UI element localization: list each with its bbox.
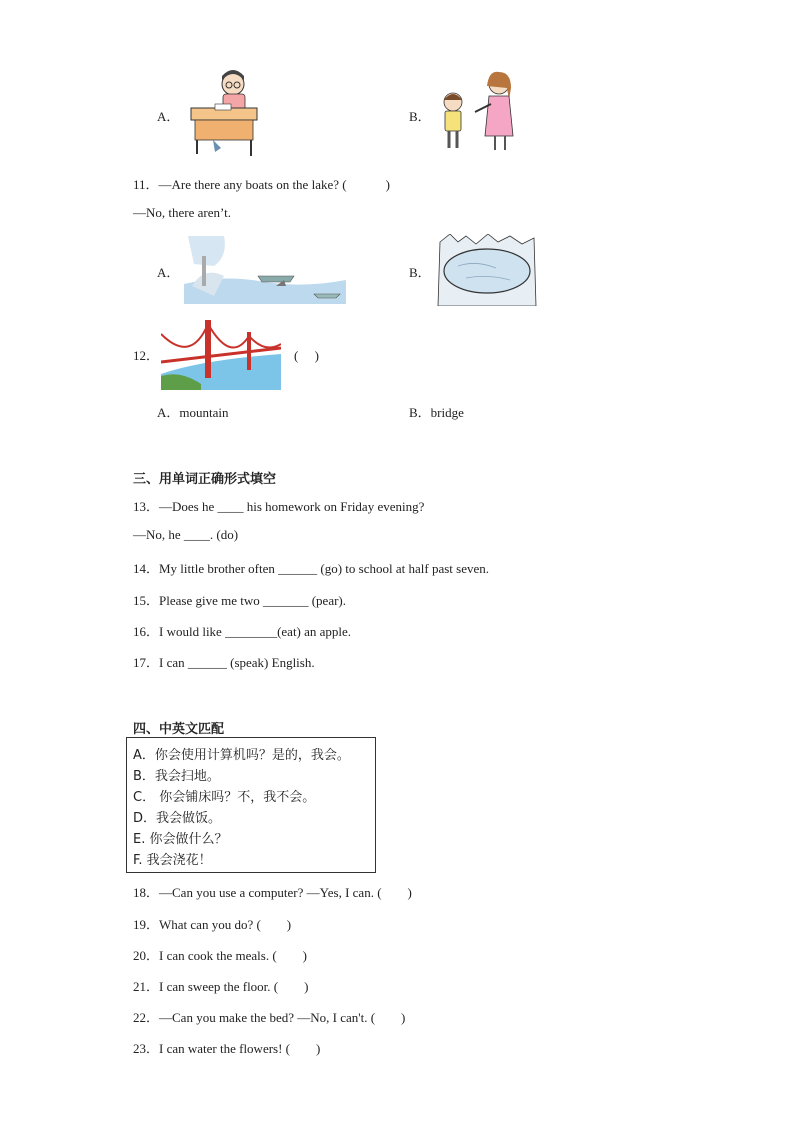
- q14: 14．My little brother often ______ (go) to school at half past seven.: [133, 561, 489, 576]
- mother-scolding-boy-image: [437, 70, 517, 152]
- q21: 21．I can sweep the floor. ( ): [133, 979, 309, 994]
- q12-option-a: A．mountain: [157, 405, 229, 420]
- option-b-chinese: B．我会扫地。: [133, 769, 220, 784]
- q15: 15．Please give me two _______ (pear).: [133, 593, 347, 608]
- option-c-chinese: C． 你会铺床吗？不，我不会。: [133, 790, 316, 805]
- q16: 16．I would like ________(eat) an apple.: [133, 624, 352, 639]
- q11-option-a-label: A．: [157, 265, 180, 280]
- section4-title: 四、中英文匹配: [133, 722, 225, 737]
- q11-question: 11．—Are there any boats on the lake? ( ): [133, 177, 390, 192]
- q23: 23．I can water the flowers! ( ): [133, 1041, 321, 1056]
- matching-options-box: [126, 737, 376, 873]
- boy-doing-homework-image: [185, 70, 263, 160]
- q13-line1: 13．—Does he ____ his homework on Friday evening?: [133, 499, 425, 514]
- option-e-chinese: E. 你会做什么？: [133, 832, 228, 847]
- lake-image: [436, 234, 538, 306]
- q12-option-b: B．bridge: [409, 405, 464, 420]
- golden-gate-bridge-image: [161, 314, 281, 390]
- q20: 20．I can cook the meals. ( ): [133, 948, 308, 963]
- option-f-chinese: F. 我会浇花！: [133, 853, 212, 868]
- q11-answer: —No, there aren’t.: [133, 205, 231, 220]
- q10-option-a-label: A．: [157, 109, 180, 124]
- q11-option-b-label: B．: [409, 265, 431, 280]
- q13-line2: —No, he ____. (do): [133, 527, 239, 542]
- q10-option-b-label: B．: [409, 109, 431, 124]
- section3-title: 三、用单词正确形式填空: [133, 472, 277, 487]
- q22: 22．—Can you make the bed? —No, I can't. ( ): [133, 1010, 406, 1025]
- q12-number: 12．: [133, 348, 160, 363]
- q18: 18．—Can you use a computer? —Yes, I can. ( ): [133, 885, 412, 900]
- option-d-chinese: D．我会做饭。: [133, 811, 222, 826]
- river-with-boats-image: [184, 236, 346, 304]
- q17: 17．I can ______ (speak) English.: [133, 655, 315, 670]
- option-a-chinese: A．你会使用计算机吗？是的，我会。: [133, 748, 350, 763]
- q19: 19．What can you do? ( ): [133, 917, 292, 932]
- q12-paren: ( ): [294, 348, 319, 363]
